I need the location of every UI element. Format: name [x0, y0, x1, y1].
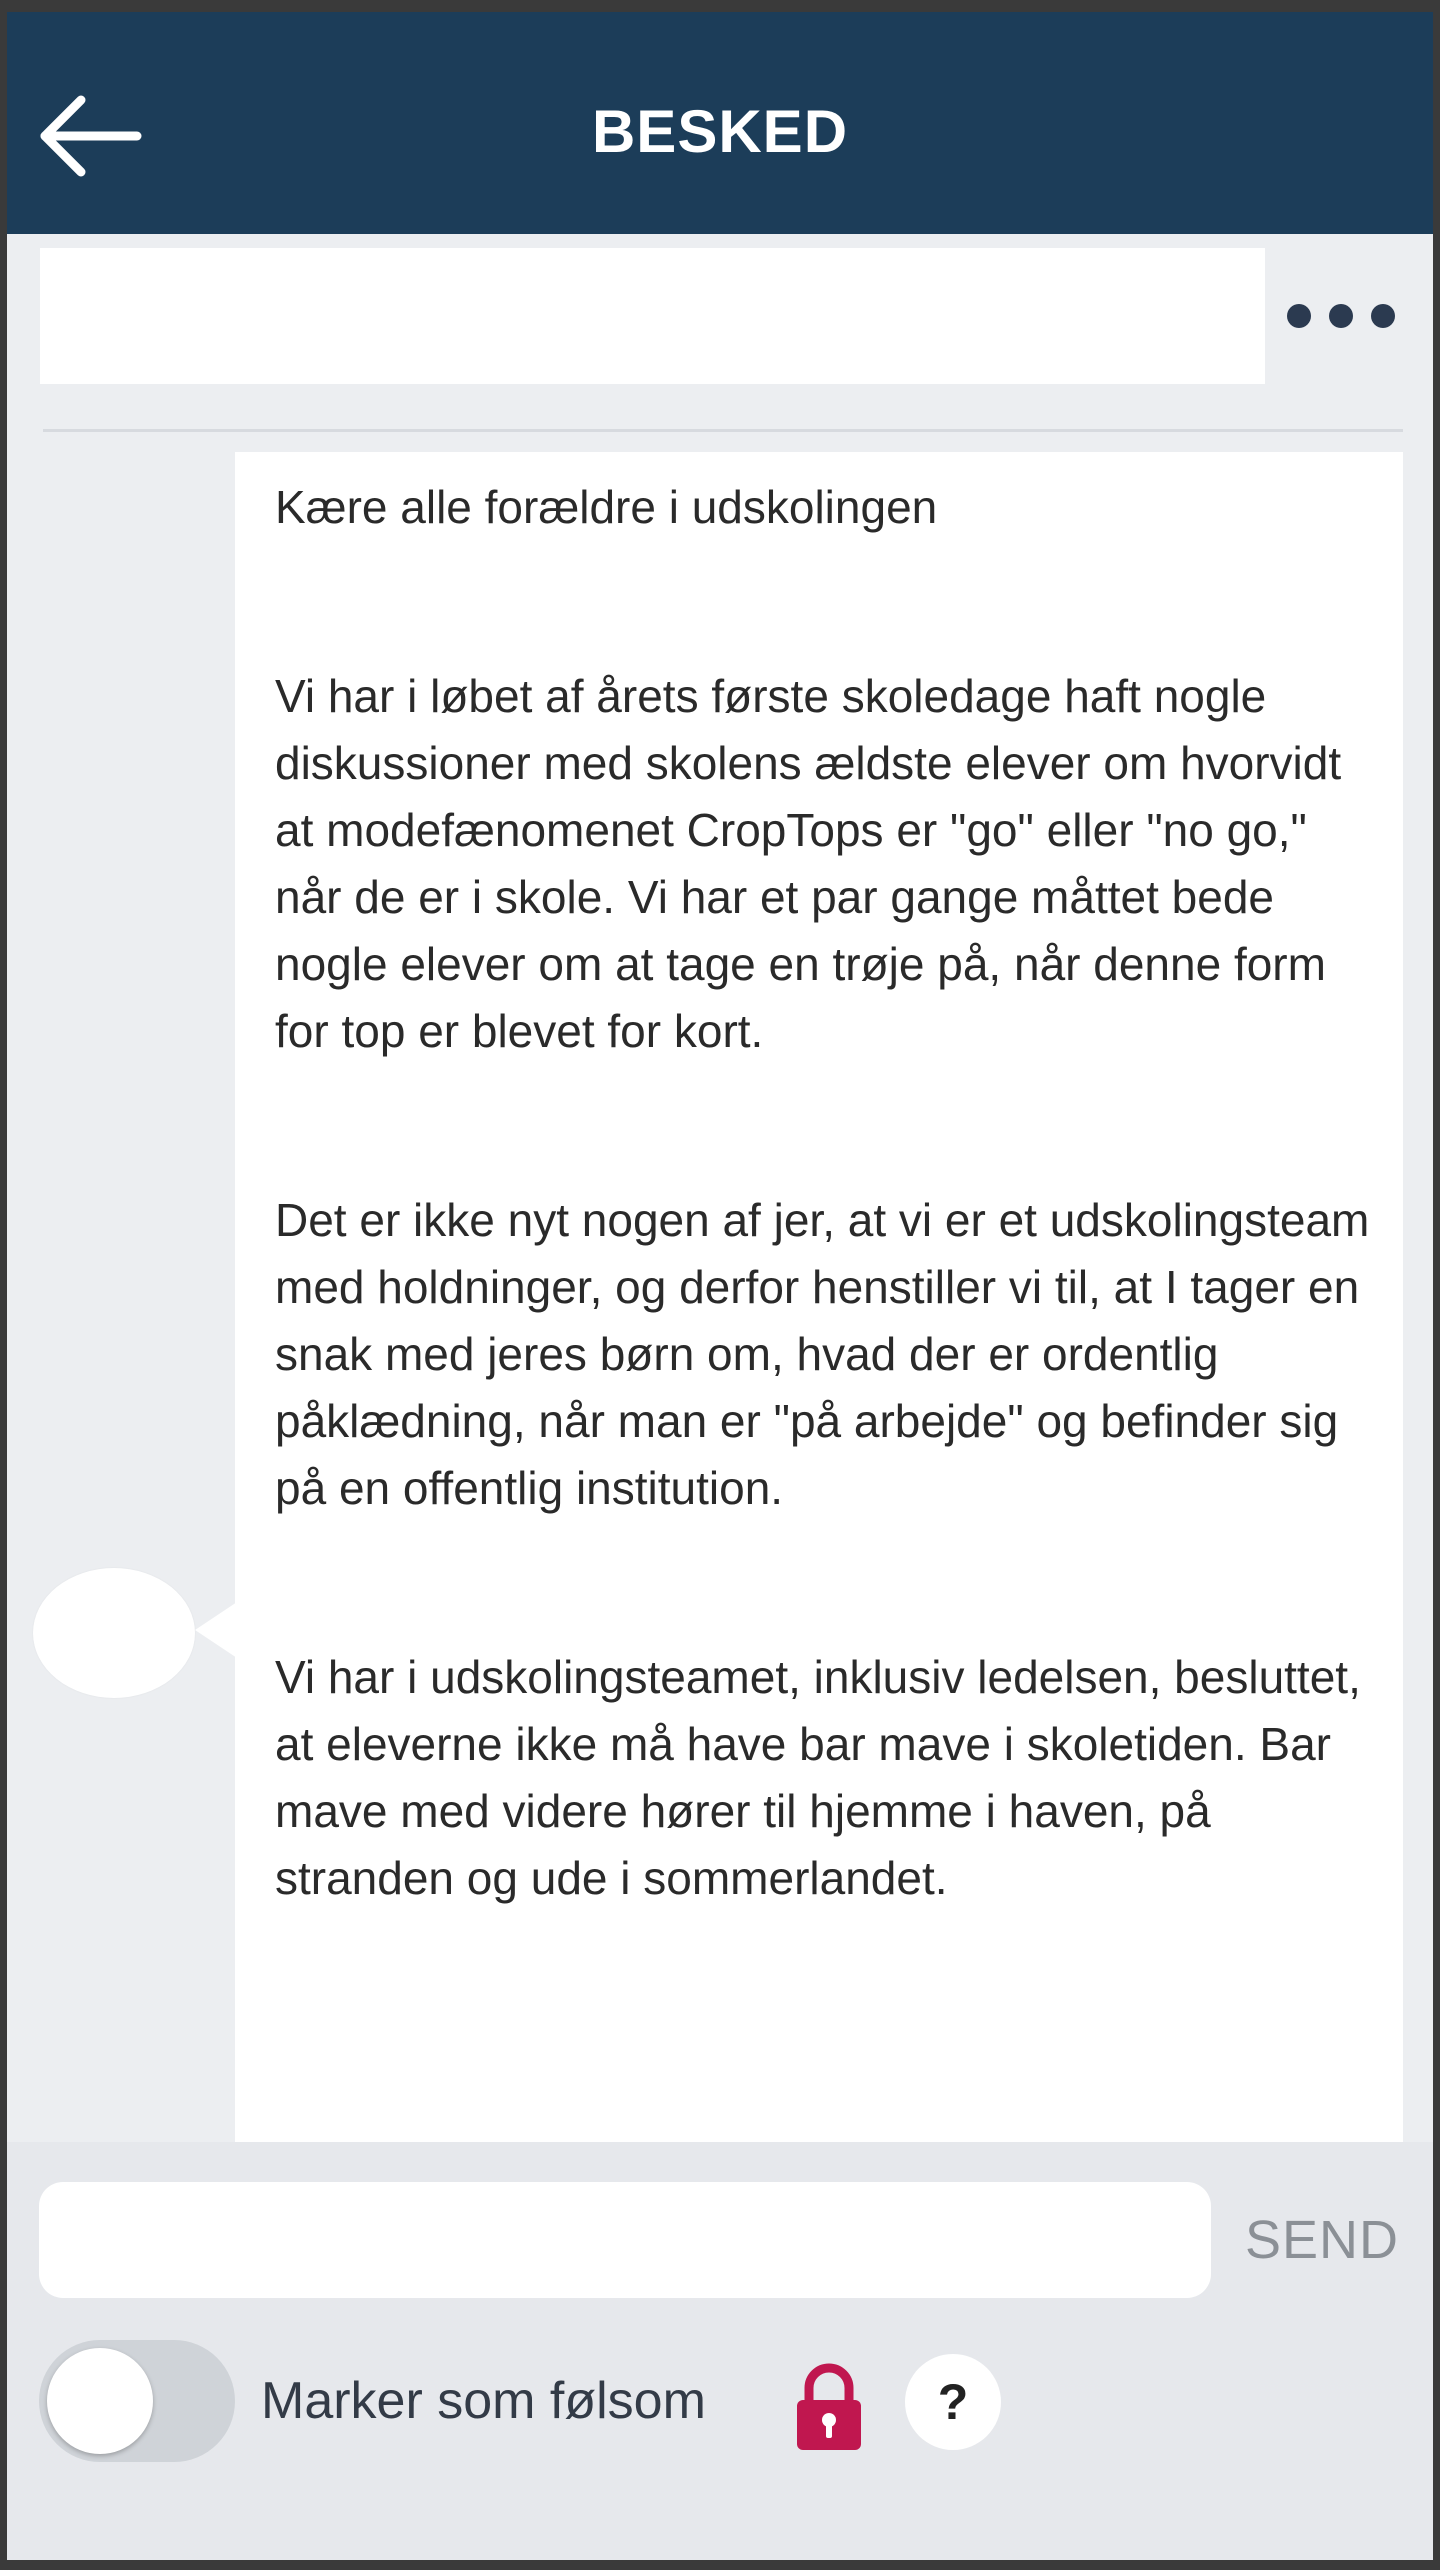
toggle-knob: [47, 2348, 153, 2454]
message-paragraph: Vi har i løbet af årets første skoledage haft nogle diskussioner med skolens ældste elever om hvorvidt at modefænomenet CropTops er "go" eller "no go," når de er i skole. Vi har et par gange måttet bede nogle elever om at tage en trøje på, når denne form for top er blevet for kort.: [275, 670, 1342, 1057]
app-frame: [7, 12, 1433, 2560]
bubble-tail: [195, 1602, 237, 1658]
more-horizontal-icon-dot: [1287, 304, 1311, 328]
message-input[interactable]: [39, 2182, 1211, 2298]
message-greeting: Kære alle forældre i udskolingen: [275, 481, 938, 533]
composer: [7, 2142, 1433, 2560]
page-title: BESKED: [591, 98, 849, 165]
app-header: [7, 12, 1433, 234]
lock-icon: [791, 2362, 867, 2452]
message-paragraph: Vi har i udskolingsteamet, inklusiv ledelsen, besluttet, at eleverne ikke må have bar mave i skoletiden. Bar mave med videre hører til hjemme i haven, på stranden og ude i sommerlandet.: [275, 1651, 1361, 1904]
sensitive-label: Marker som følsom: [261, 2372, 706, 2430]
recipient-field[interactable]: [40, 248, 1265, 384]
more-horizontal-icon-dot: [1371, 304, 1395, 328]
more-horizontal-icon-dot: [1329, 304, 1353, 328]
avatar: [33, 1568, 195, 1698]
help-button[interactable]: ?: [905, 2354, 1001, 2450]
send-button[interactable]: SEND: [1244, 2210, 1400, 2270]
arrow-left-icon: [35, 80, 145, 190]
back-button[interactable]: [35, 80, 145, 190]
message-paragraph: Det er ikke nyt nogen af jer, at vi er et udskolingsteam med holdninger, og derfor henstiller vi til, at I tager en snak med jeres børn om, hvad der er ordentlig påklædning, når man er "på arbejde" og befinder sig på en offentlig institution.: [275, 1194, 1370, 1514]
divider: [43, 429, 1403, 432]
sensitive-toggle[interactable]: [39, 2340, 235, 2462]
more-options-button[interactable]: [1277, 280, 1407, 350]
message-bubble: [235, 452, 1403, 2152]
message-body: [275, 474, 1385, 1912]
